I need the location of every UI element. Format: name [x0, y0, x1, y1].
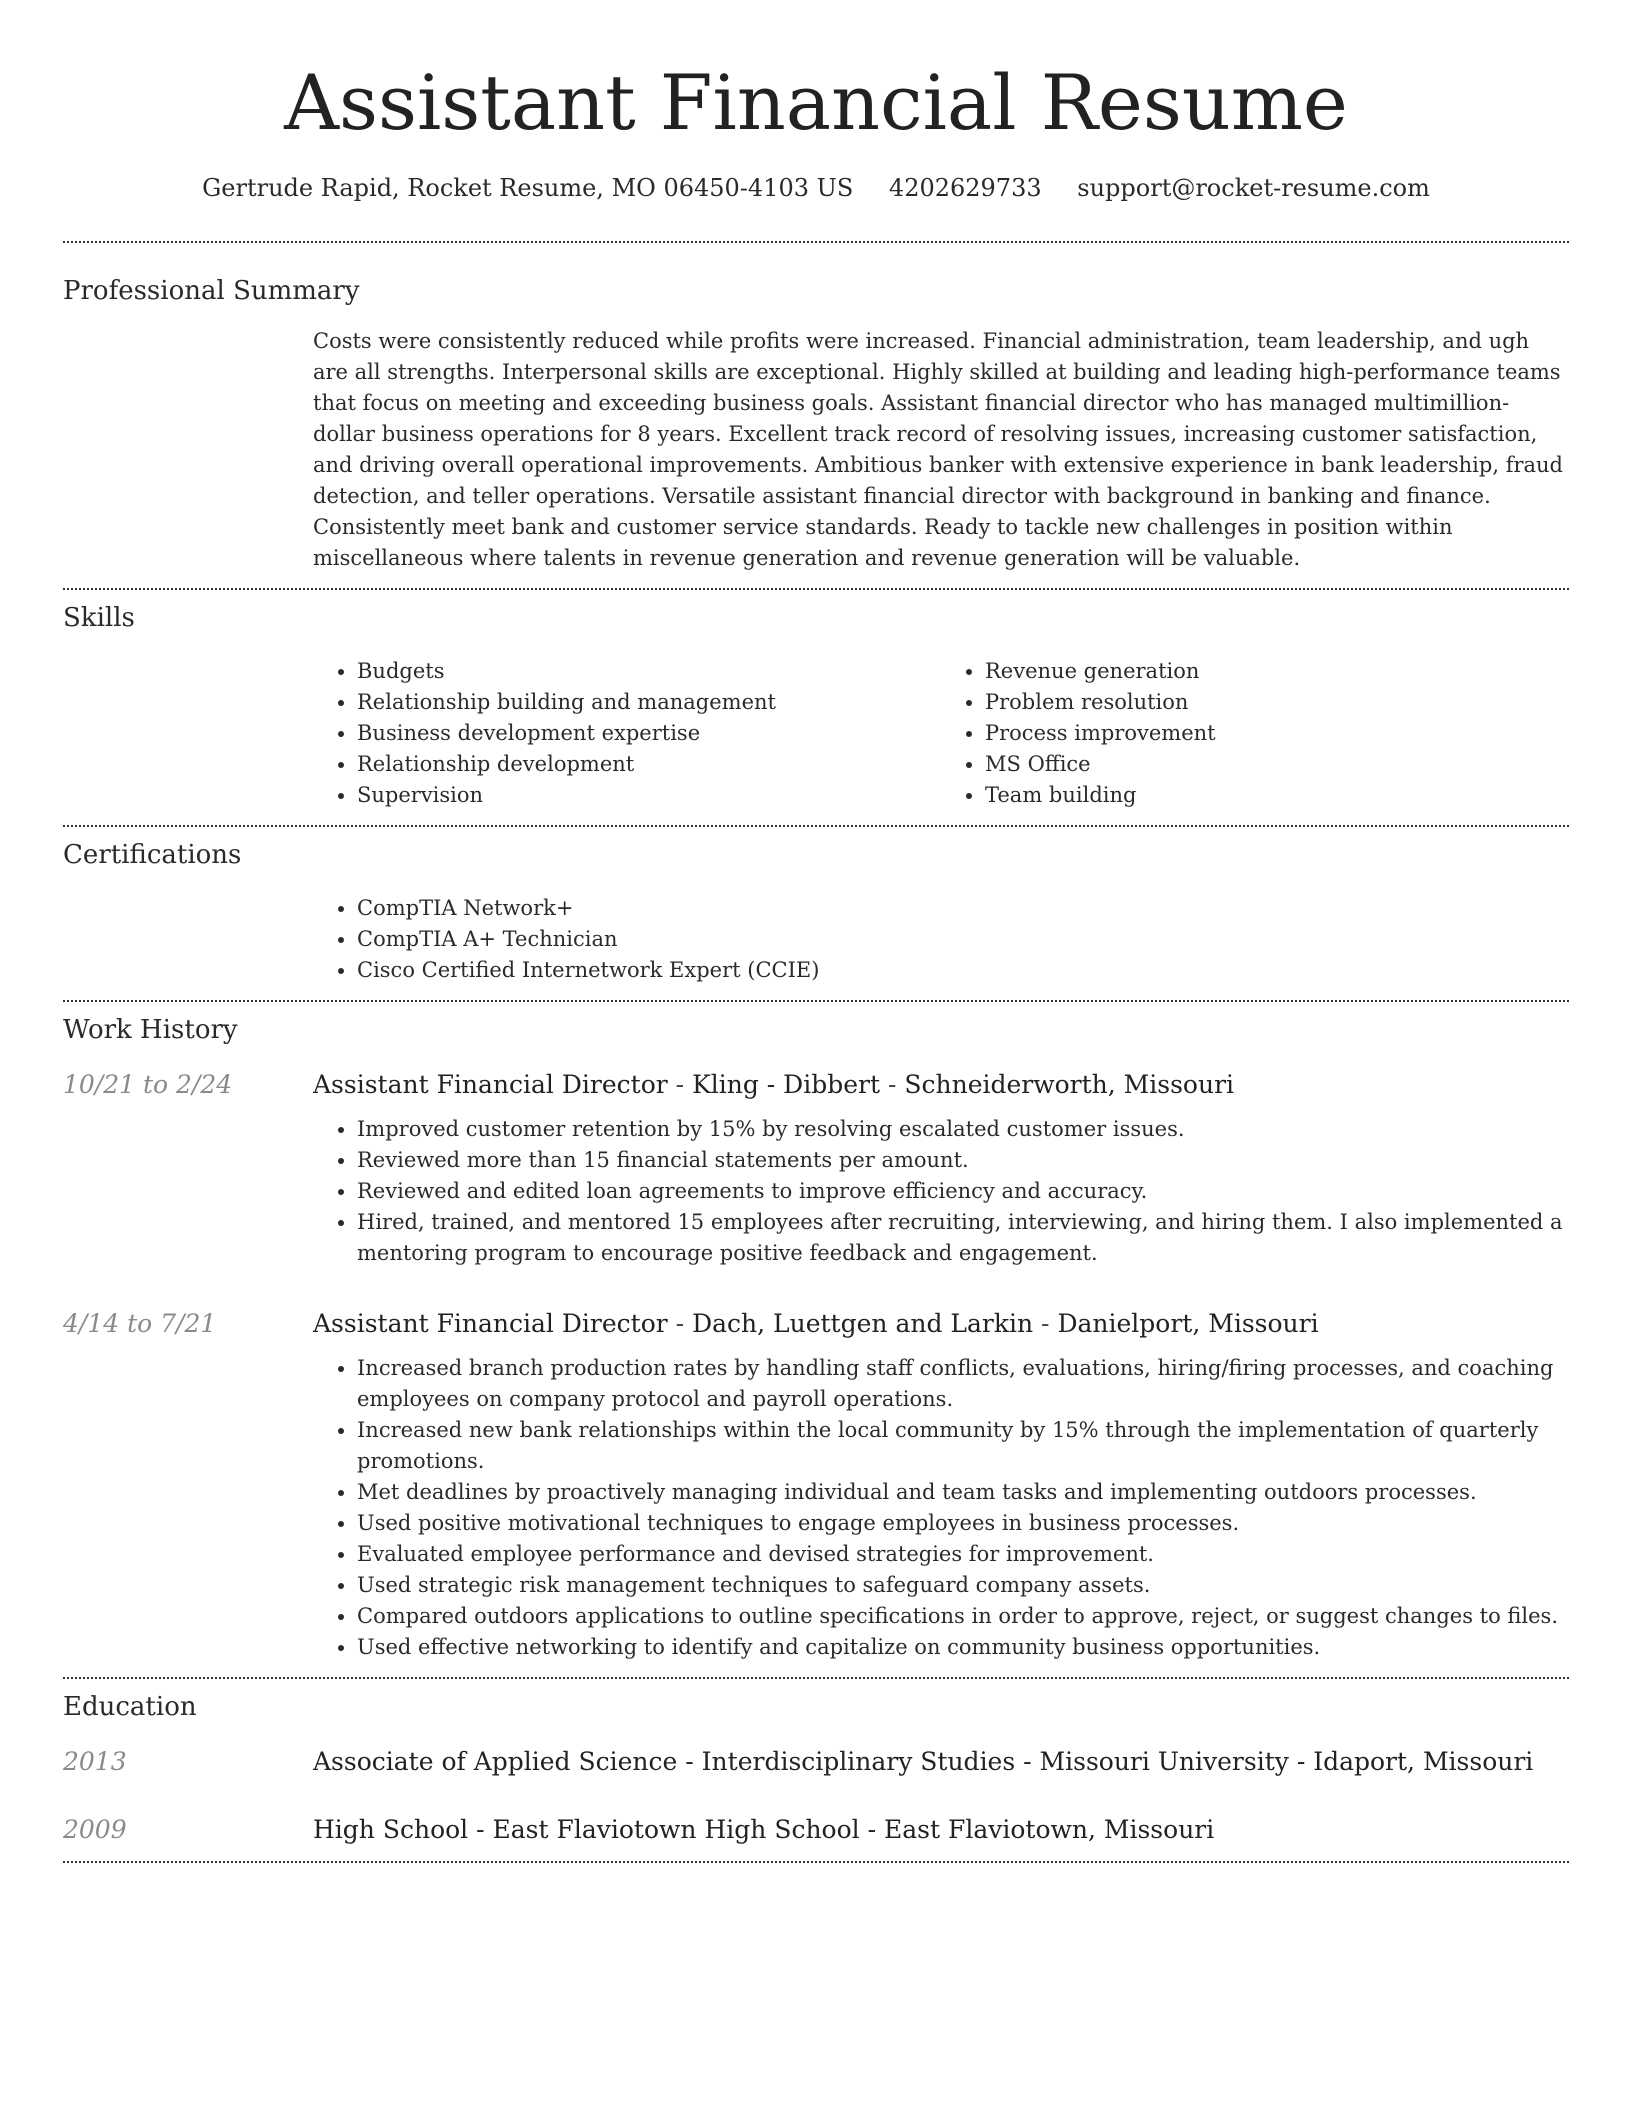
list-item: • Business development expertise [357, 718, 941, 749]
job-bullets [313, 1353, 1569, 1663]
job-heading [313, 1307, 1569, 1341]
job-location: Schneiderworth, Missouri [904, 1070, 1235, 1099]
education-entry [63, 1813, 1569, 1861]
job-title: Assistant Financial Director [313, 1309, 668, 1338]
job-dates: 10/21 to 2/24 [63, 1070, 233, 1099]
certifications-section [63, 827, 1569, 986]
job-employer: Kling - Dibbert [692, 1070, 881, 1099]
job-dates: 4/14 to 7/21 [63, 1309, 217, 1338]
education-degree: High School [313, 1815, 469, 1844]
job-entry [63, 1307, 1569, 1663]
section-heading-certifications: Certifications [63, 840, 242, 870]
education-school: Missouri University [1039, 1747, 1289, 1776]
list-item: • Relationship development [357, 749, 941, 780]
job-title: Assistant Financial Director [313, 1070, 668, 1099]
education-location: Idaport, Missouri [1313, 1747, 1534, 1776]
list-item: • Hired, trained, and mentored 15 employees after recruiting, interviewing, and hiring them. I also implemented a mentoring program to encourage positive feedback and engagement. [357, 1207, 1569, 1269]
skills-columns [313, 656, 1569, 811]
list-item: • Reviewed and edited loan agreements to improve efficiency and accuracy. [357, 1176, 1569, 1207]
education-details [313, 1813, 1569, 1847]
education-year: 2013 [63, 1747, 127, 1776]
list-item: • Problem resolution [985, 687, 1569, 718]
list-item: • CompTIA A+ Technician [357, 924, 1569, 955]
skills-list-right [941, 656, 1569, 811]
section-heading-work: Work History [63, 1015, 238, 1045]
contact-line [63, 172, 1569, 204]
education-entry [63, 1745, 1569, 1813]
summary-section [63, 243, 1569, 574]
list-item: • Used effective networking to identify and capitalize on community business opportunities. [357, 1632, 1569, 1663]
summary-text: Costs were consistently reduced while profits were increased. Financial administration, team leadership, and ugh are all strengths. Interpersonal skills are exceptional. Highly skilled at building and leading high-performance teams that focus on meeting and exceeding business goals. Assistant financial director who has managed multimillion-dollar business operations for 8 years. Excellent track record of resolving issues, increasing customer satisfaction, and driving overall operational improvements. Ambitious banker with extensive experience in bank leadership, fraud detection, and teller operations. Versatile assistant financial director with background in banking and finance. Consistently meet bank and customer service standards. Ready to tackle new challenges in position within miscellaneous where talents in revenue generation and revenue generation will be valuable. [313, 329, 1563, 570]
list-item: • Process improvement [985, 718, 1569, 749]
separator: - [1033, 1309, 1058, 1338]
list-item: • Met deadlines by proactively managing individual and team tasks and implementing outdoors processes. [357, 1477, 1569, 1508]
separator: - [667, 1070, 693, 1099]
divider [63, 1861, 1569, 1863]
certifications-list [313, 893, 1569, 986]
separator: - [677, 1747, 702, 1776]
list-item: • Relationship building and management [357, 687, 941, 718]
list-item: • Compared outdoors applications to outline specifications in order to approve, reject, or suggest changes to files. [357, 1601, 1569, 1632]
list-item: • Improved customer retention by 15% by resolving escalated customer issues. [357, 1114, 1569, 1145]
education-degree: Associate of Applied Science [313, 1747, 678, 1776]
job-body [313, 1114, 1569, 1269]
skills-list-left [313, 656, 941, 811]
list-item: • CompTIA Network+ [357, 893, 1569, 924]
list-item: • Reviewed more than 15 financial statements per amount. [357, 1145, 1569, 1176]
job-body [313, 1353, 1569, 1663]
list-item: • Supervision [357, 780, 941, 811]
resume-page [63, 0, 1569, 1863]
list-item: • Team building [985, 780, 1569, 811]
job-employer: Dach, Luettgen and Larkin [692, 1309, 1034, 1338]
separator: - [880, 1070, 905, 1099]
list-item: • MS Office [985, 749, 1569, 780]
job-entry [63, 1068, 1569, 1269]
education-year: 2009 [63, 1815, 127, 1844]
contact-phone: 4202629733 [888, 174, 1042, 202]
education-section [63, 1679, 1569, 1861]
list-item: • Increased branch production rates by handling staff conflicts, evaluations, hiring/firing processes, and coaching employees on company protocol and payroll operations. [357, 1353, 1569, 1415]
list-item: • Budgets [357, 656, 941, 687]
section-heading-skills: Skills [63, 603, 135, 633]
separator: - [859, 1815, 884, 1844]
education-field: Interdisciplinary Studies [701, 1747, 1016, 1776]
list-item: • Evaluated employee performance and devised strategies for improvement. [357, 1539, 1569, 1570]
education-school: East Flaviotown High School [492, 1815, 860, 1844]
job-bullets [313, 1114, 1569, 1269]
list-item: • Used positive motivational techniques to engage employees in business processes. [357, 1508, 1569, 1539]
separator: - [1015, 1747, 1040, 1776]
list-item: • Revenue generation [985, 656, 1569, 687]
contact-address: Gertrude Rapid, Rocket Resume, MO 06450-4103 US [202, 174, 854, 202]
work-section [63, 1002, 1569, 1663]
job-location: Danielport, Missouri [1057, 1309, 1319, 1338]
list-item: • Cisco Certified Internetwork Expert (CCIE) [357, 955, 1569, 986]
education-location: East Flaviotown, Missouri [884, 1815, 1215, 1844]
skills-section [63, 590, 1569, 811]
summary-body [313, 326, 1569, 574]
separator: - [667, 1309, 693, 1338]
job-heading [313, 1068, 1569, 1102]
education-details [313, 1745, 1569, 1779]
section-heading-summary: Professional Summary [63, 276, 360, 306]
list-item: • Used strategic risk management techniques to safeguard company assets. [357, 1570, 1569, 1601]
certifications-body [313, 893, 1569, 986]
section-heading-education: Education [63, 1692, 197, 1722]
resume-title: Assistant Financial Resume [284, 58, 1348, 147]
contact-email: support@rocket-resume.com [1077, 174, 1430, 202]
list-item: • Increased new bank relationships within the local community by 15% through the implementation of quarterly promotions. [357, 1415, 1569, 1477]
separator: - [468, 1815, 493, 1844]
separator: - [1288, 1747, 1314, 1776]
